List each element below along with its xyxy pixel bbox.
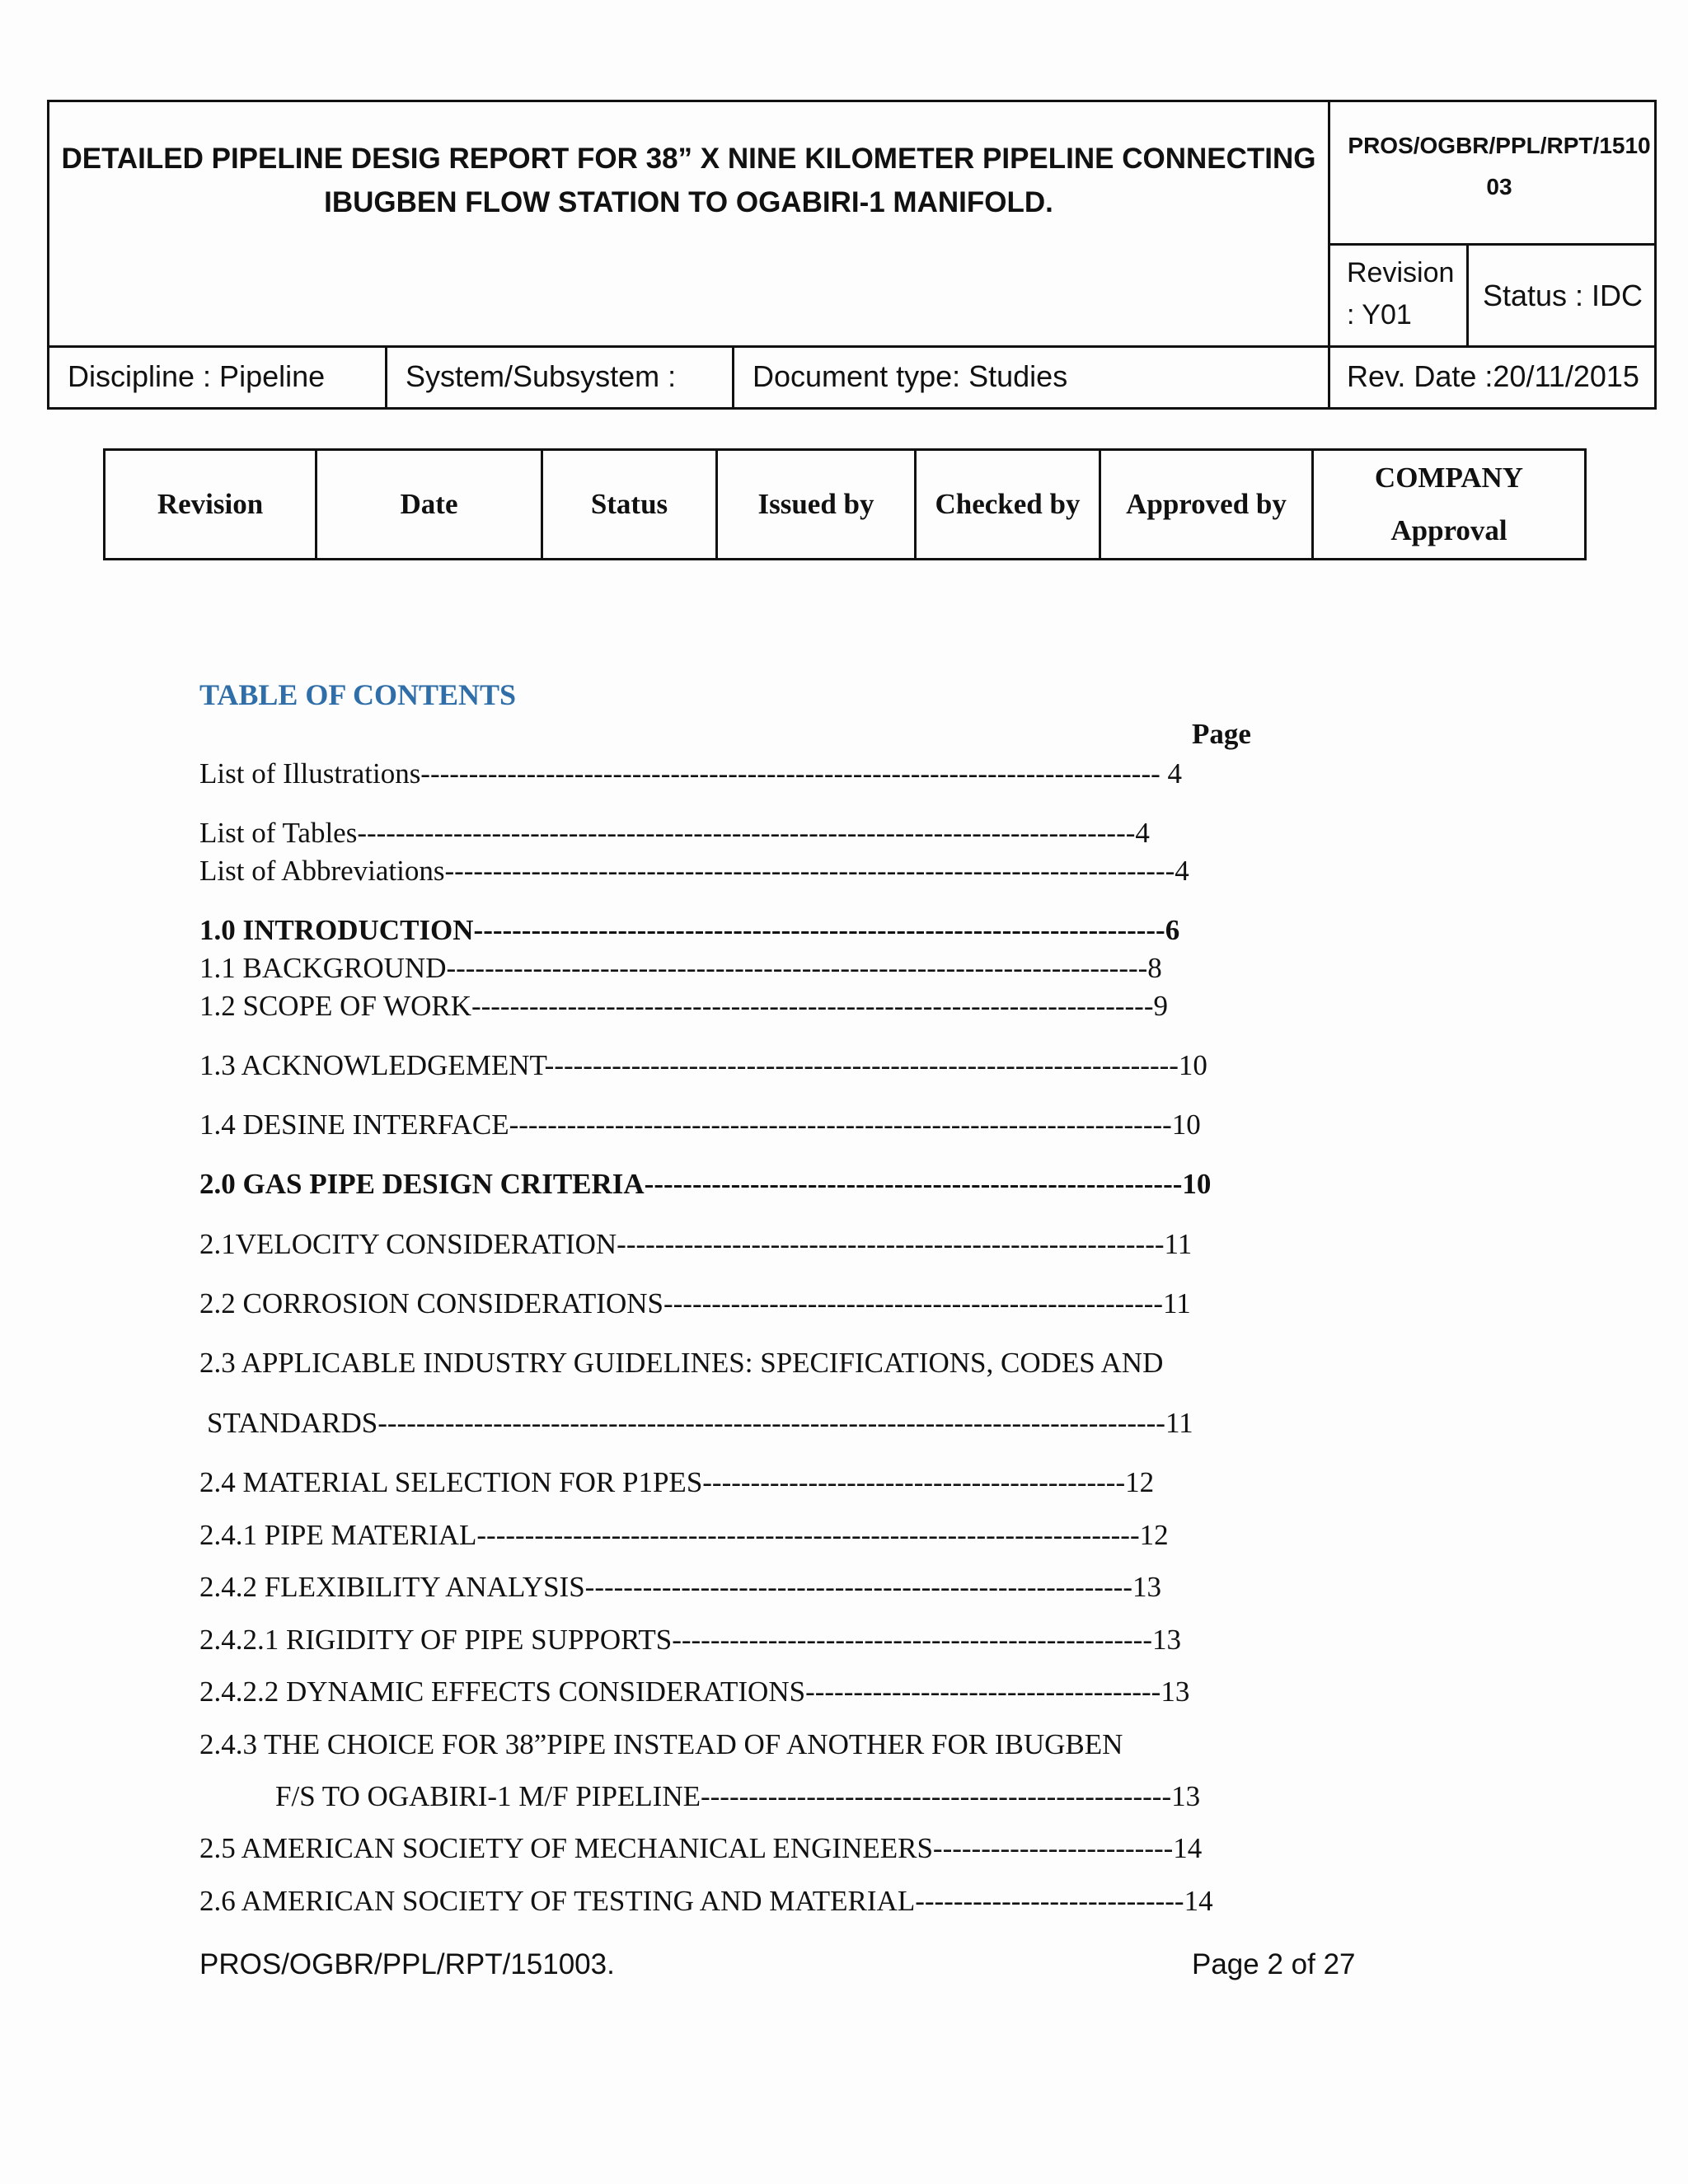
revision-cell: Revision : Y01 [1330, 246, 1469, 345]
document-number: PROS/OGBR/PPL/RPT/151003 [1330, 102, 1657, 246]
toc-entry[interactable]: 2.4.3 THE CHOICE FOR 38”PIPE INSTEAD OF ANOTHER FOR IBUGBEN [199, 1728, 1123, 1760]
toc-entry[interactable]: 2.3 APPLICABLE INDUSTRY GUIDELINES: SPECIFICATIONS, CODES AND [199, 1347, 1164, 1379]
rev-date-cell: Rev. Date :20/11/2015 [1347, 359, 1639, 393]
column-header-revision: Revision [105, 450, 316, 560]
footer-page-number: Page 2 of 27 [1192, 1948, 1356, 1980]
toc-entry[interactable]: List of Abbreviations----------------------------------------------------------------------------4 [199, 855, 1189, 887]
toc-entry[interactable]: 1.3 ACKNOWLEDGEMENT------------------------------------------------------------------10 [199, 1049, 1207, 1081]
toc-entry[interactable]: 2.4.2.2 DYNAMIC EFFECTS CONSIDERATIONS-------------------------------------13 [199, 1675, 1190, 1708]
column-header-checked-by: Checked by [916, 450, 1100, 560]
column-header-approved-by: Approved by [1100, 450, 1313, 560]
column-header-issued-by: Issued by [717, 450, 916, 560]
document-title [49, 102, 1330, 345]
discipline-cell: Discipline : Pipeline [49, 348, 387, 410]
toc-entry[interactable]: 2.6 AMERICAN SOCIETY OF TESTING AND MATERIAL----------------------------14 [199, 1885, 1213, 1917]
document-header [47, 100, 1657, 410]
toc-entry[interactable]: List of Illustrations----------------------------------------------------------------------------- 4 [199, 757, 1183, 790]
header-meta-row [49, 345, 1657, 410]
footer-document-reference: PROS/OGBR/PPL/RPT/151003. [199, 1948, 615, 1980]
toc-entry[interactable]: STANDARDS----------------------------------------------------------------------------------11 [207, 1407, 1193, 1439]
toc-entry[interactable]: 2.0 GAS PIPE DESIGN CRITERIA--------------------------------------------------------10 [199, 1168, 1212, 1200]
toc-entry[interactable]: 2.5 AMERICAN SOCIETY OF MECHANICAL ENGINEERS-------------------------14 [199, 1832, 1203, 1864]
toc-entry[interactable]: 1.2 SCOPE OF WORK-----------------------------------------------------------------------9 [199, 990, 1168, 1022]
column-header-company-approval [1313, 450, 1586, 560]
toc-entry[interactable]: 2.1VELOCITY CONSIDERATION---------------------------------------------------------11 [199, 1228, 1193, 1260]
toc-page-column-label: Page [1192, 718, 1251, 750]
toc-entry[interactable]: 2.4 MATERIAL SELECTION FOR P1PES--------------------------------------------12 [199, 1466, 1155, 1498]
column-header-date: Date [316, 450, 542, 560]
system-subsystem-cell: System/Subsystem : [387, 348, 734, 410]
column-header-status: Status [542, 450, 717, 560]
toc-entry[interactable]: 1.0 INTRODUCTION------------------------------------------------------------------------6 [199, 914, 1180, 946]
toc-heading: TABLE OF CONTENTS [199, 678, 517, 711]
toc-entry[interactable]: 1.1 BACKGROUND-------------------------------------------------------------------------8 [199, 952, 1162, 984]
status-cell: Status : IDC [1482, 279, 1643, 312]
toc-entry[interactable]: 2.2 CORROSION CONSIDERATIONS----------------------------------------------------11 [199, 1287, 1191, 1319]
title-line-1: DETAILED PIPELINE DESIG REPORT FOR 38” X NINE KILOMETER PIPELINE CONNECTING [61, 143, 1316, 175]
toc-entry[interactable]: 2.4.1 PIPE MATERIAL---------------------------------------------------------------------12 [199, 1519, 1169, 1551]
toc-entry[interactable]: 2.4.2 FLEXIBILITY ANALYSIS---------------------------------------------------------13 [199, 1571, 1162, 1603]
revision-table [103, 448, 1587, 560]
company-label: COMPANY [1374, 462, 1524, 494]
toc-entry[interactable]: List of Tables---------------------------------------------------------------------------------4 [199, 817, 1150, 849]
toc-entry[interactable]: 2.4.2.1 RIGIDITY OF PIPE SUPPORTS--------------------------------------------------13 [199, 1624, 1181, 1656]
document-type-cell: Document type: Studies [734, 348, 1330, 410]
approval-label: Approval [1390, 514, 1507, 546]
toc-entry[interactable]: 1.4 DESINE INTERFACE---------------------------------------------------------------------10 [199, 1108, 1201, 1141]
title-line-2: IBUGBEN FLOW STATION TO OGABIRI-1 MANIFOLD. [324, 186, 1053, 218]
toc-entry[interactable]: F/S TO OGABIRI-1 M/F PIPELINE-------------------------------------------------13 [275, 1780, 1201, 1812]
